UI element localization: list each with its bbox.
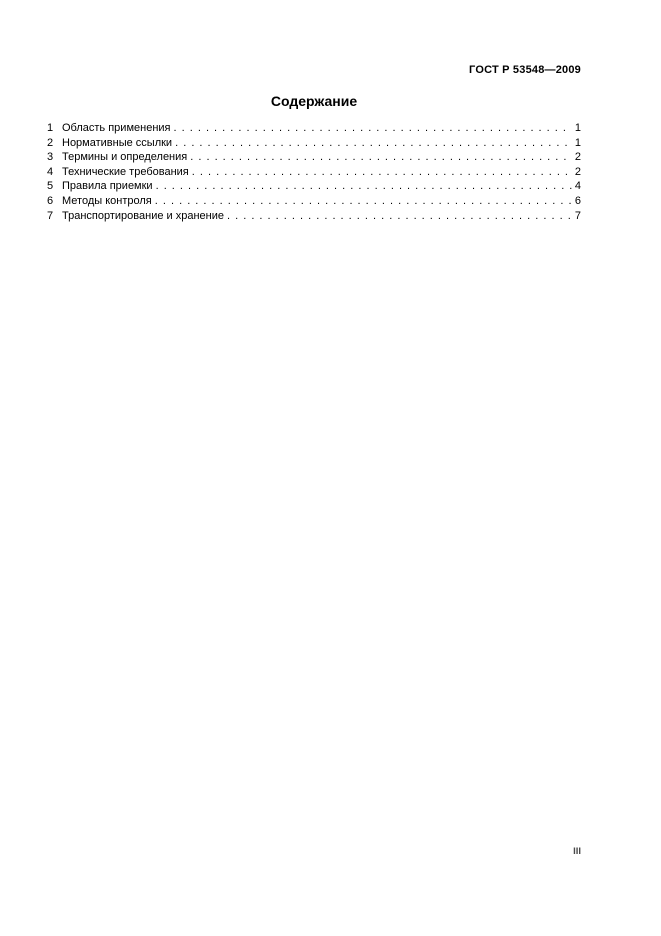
dot-leader — [174, 121, 573, 136]
table-of-contents — [47, 121, 581, 223]
toc-title: Технические требования — [62, 165, 189, 178]
dot-leader — [175, 136, 572, 151]
toc-number: 7 — [47, 209, 54, 222]
toc-number: 1 — [47, 122, 54, 134]
toc-entry — [47, 150, 581, 165]
dot-leader — [192, 165, 572, 180]
toc-page-number: 6 — [574, 194, 581, 207]
dot-leader — [190, 150, 572, 165]
toc-page-number: 7 — [574, 209, 581, 222]
toc-number: 3 — [47, 151, 54, 164]
page-title: Содержание — [270, 93, 358, 109]
toc-entry — [47, 121, 581, 136]
toc-entry — [47, 179, 581, 194]
dot-leader — [227, 209, 572, 224]
toc-title: Правила приемки — [62, 180, 153, 193]
dot-leader — [156, 179, 572, 194]
toc-entry — [47, 209, 581, 224]
standard-designation: ГОСТ Р 53548—2009 — [469, 64, 581, 76]
toc-page-number: 2 — [574, 151, 581, 164]
toc-title: Методы контроля — [62, 194, 152, 207]
toc-title: Термины и определения — [62, 151, 188, 164]
dot-leader — [155, 194, 572, 209]
folio-page-number: III — [573, 846, 581, 857]
toc-number: 5 — [47, 180, 54, 193]
toc-entry — [47, 194, 581, 209]
toc-entry — [47, 165, 581, 180]
toc-page-number: 4 — [574, 180, 581, 193]
toc-number: 4 — [47, 165, 54, 178]
toc-page-number: 1 — [574, 122, 581, 134]
toc-page-number: 2 — [574, 165, 581, 178]
toc-number: 6 — [47, 194, 54, 207]
toc-title: Нормативные ссылки — [62, 136, 173, 149]
toc-page-number: 1 — [574, 136, 581, 149]
toc-title: Транспортирование и хранение — [62, 209, 224, 222]
toc-number: 2 — [47, 136, 54, 149]
toc-entry — [47, 136, 581, 151]
toc-title: Область применения — [62, 122, 171, 134]
